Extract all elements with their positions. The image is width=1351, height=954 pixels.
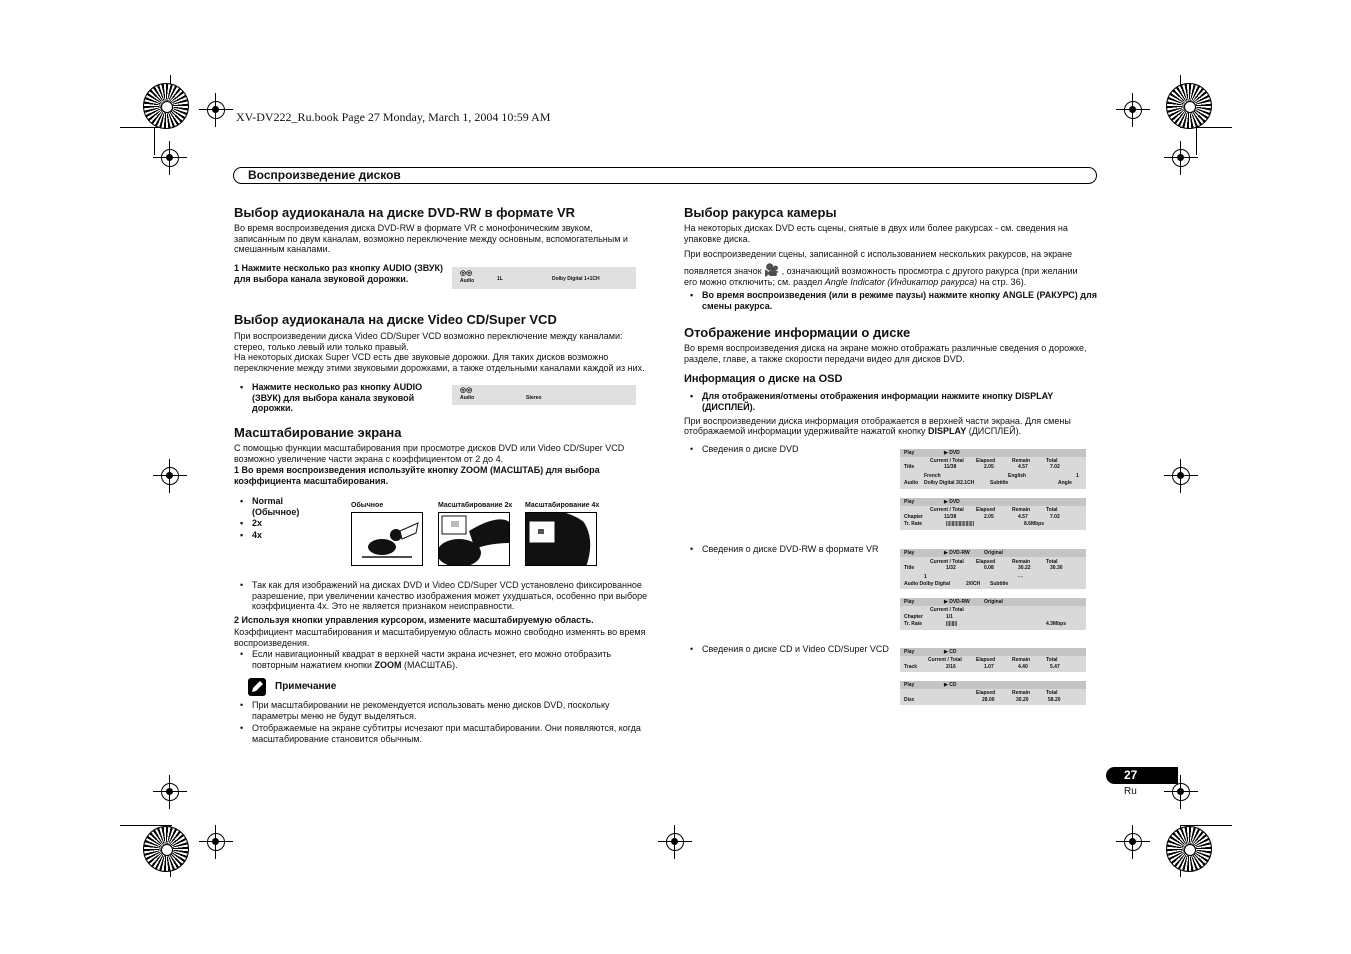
osd-header: Elapsed xyxy=(976,507,996,513)
osd-mode: Original xyxy=(984,599,1003,605)
text: (МАСШТАБ). xyxy=(401,659,458,670)
registration-mark-icon xyxy=(161,783,179,801)
osd-rate-value: 4.3Mbps xyxy=(1046,621,1067,627)
osd-disc: ▶ DVD-RW xyxy=(944,599,970,605)
osd-header: Current / Total xyxy=(930,559,964,565)
osd-dvd-chapter xyxy=(900,498,1086,530)
info-item-dvdrw: • Сведения о диске DVD-RW в формате VR xyxy=(684,544,879,555)
osd-rate-label: Tr. Rate xyxy=(904,521,923,527)
registration-wheel-icon xyxy=(1166,826,1212,872)
note-item: • Отображаемые на экране субтитры исчезают при масштабировании. Они появляются, когда масштабирование становится обычным. xyxy=(234,723,672,744)
step-2: 2 Используя кнопки управления курсором, измените масштабируемую область. xyxy=(234,615,594,625)
osd-row-label: Chapter xyxy=(904,514,923,520)
step-1: 1 Нажмите несколько раз кнопку AUDIO (ЗВУК) для выбора канала звуковой дорожки. xyxy=(234,263,443,284)
paragraph xyxy=(684,265,1104,277)
registration-wheel-icon xyxy=(143,826,189,872)
text: (ДИСПЛЕЙ). xyxy=(966,426,1022,436)
osd-header: Remain xyxy=(1012,458,1031,464)
osd-rate-label: Tr. Rate xyxy=(904,621,923,627)
registration-mark-icon xyxy=(1172,149,1190,167)
osd-header: Remain xyxy=(1012,507,1031,513)
osd-header: Remain xyxy=(1012,690,1031,696)
registration-wheel-icon xyxy=(143,83,189,129)
osd-disc: ▶ CD xyxy=(944,649,957,655)
page-number-badge xyxy=(1106,767,1178,784)
osd-cd-disc xyxy=(900,681,1086,705)
osd-value: 58.20 xyxy=(1048,697,1061,703)
osd-rate-bars: |||||||||||||||||||| xyxy=(946,521,974,527)
osd-play: Play xyxy=(904,499,915,505)
heading-dvdrw-audio: Выбор аудиоканала на диске DVD-RW в формате VR xyxy=(234,205,576,220)
osd-value: 30.20 xyxy=(1016,697,1029,703)
osd-value: 2.05 xyxy=(984,514,994,520)
osd-subtitle-label: Subtitle xyxy=(990,581,1009,587)
paragraph: При воспроизведении сцены, записанной с использованием нескольких ракурсов, на экране xyxy=(684,249,1073,259)
osd-disc: ▶ DVD xyxy=(944,499,960,505)
osd-value: 30.30 xyxy=(1050,565,1063,571)
osd-audio-track: 1 xyxy=(924,574,927,580)
osd-header: Elapsed xyxy=(976,458,996,464)
text: на стр. 36). xyxy=(977,277,1027,287)
osd-audio-format: 2/0CH xyxy=(966,581,981,587)
osd-header: Elapsed xyxy=(976,559,996,565)
osd-header: Total xyxy=(1046,458,1058,464)
audio-icon: ◎◎ xyxy=(460,270,473,277)
note-pencil-icon xyxy=(248,678,266,696)
osd-value: 4.57 xyxy=(1018,464,1028,470)
bullet-note: • Так как для изображений на дисках DVD и Video CD/Super VCD установлено фиксированное разрешение, при увеличении качество изображения может ухудшаться, особенно при выборе коэффициента 4x. Это не является признаком неисправности. xyxy=(234,580,672,612)
registration-mark-icon xyxy=(1172,467,1190,485)
registration-mark-icon xyxy=(207,101,225,119)
osd-value: 7.02 xyxy=(1050,464,1060,470)
text: отображаемой информации удерживайте нажатой кнопку xyxy=(684,426,929,436)
paragraph: На некоторых дисках DVD есть сцены, снятые в двух или более ракурсах - см. сведения на упаковке диска. xyxy=(684,223,1068,244)
heading-vcd-audio: Выбор аудиоканала на диске Video CD/Super VCD xyxy=(234,312,557,327)
paragraph: При воспроизведении диска Video CD/Super VCD возможно переключение между каналами: стерео, только левый или только правый. xyxy=(234,331,623,352)
osd-disc: ▶ CD xyxy=(944,682,957,688)
crop-mark xyxy=(1196,127,1197,155)
registration-mark-icon xyxy=(1172,783,1190,801)
osd-value: 1/32 xyxy=(946,565,956,571)
section-title: Воспроизведение дисков xyxy=(248,168,401,182)
step-bullet: • Нажмите несколько раз кнопку AUDIO (ЗВУК) для выбора канала звуковой дорожки. xyxy=(234,382,452,414)
osd-header: Total xyxy=(1046,657,1058,663)
osd-row-label: Title xyxy=(904,464,915,470)
osd-rate-value: 8.6Mbps xyxy=(1024,521,1045,527)
osd-disc: ▶ DVD-RW xyxy=(944,550,970,556)
section-header-bar xyxy=(233,167,1097,184)
audio-label: Audio xyxy=(460,395,475,401)
osd-row-label: Track xyxy=(904,664,918,670)
registration-wheel-icon xyxy=(1166,83,1212,129)
osd-header: Current / Total xyxy=(930,607,964,613)
heading-angle: Выбор ракурса камеры xyxy=(684,205,837,220)
osd-dvd-title xyxy=(900,449,1086,489)
osd-play: Play xyxy=(904,682,915,688)
audio-icon: ◎◎ xyxy=(460,387,473,394)
paragraph: Во время воспроизведения диска на экране можно отображать различные сведения о дорожке, разделе, главе, а также скорости передачи видео для дисков DVD. xyxy=(684,343,1087,364)
display-key: DISPLAY xyxy=(928,426,967,436)
osd-angle-label: Angle xyxy=(1058,480,1072,486)
text: Если навигационный квадрат в верхней части экрана исчезнет, его можно отобразить повторным нажатием кнопки xyxy=(252,649,612,670)
osd-play: Play xyxy=(904,550,915,556)
osd-subtitle-lang: English xyxy=(1008,473,1027,479)
osd-audio-label: Audio xyxy=(904,480,919,486)
audio-osd-box xyxy=(452,385,636,405)
osd-value: 4.40 xyxy=(1018,664,1028,670)
book-file-line: XV-DV222_Ru.book Page 27 Monday, March 1, 2004 10:59 AM xyxy=(236,110,551,124)
osd-header: Elapsed xyxy=(976,690,996,696)
osd-header: Current / Total xyxy=(930,507,964,513)
paragraph: Во время воспроизведения диска DVD-RW в формате VR с монофоническим звуком, записанным по двум каналам, возможно переключение между основным, вспомогательным и смешанным каналами. xyxy=(234,223,628,254)
audio-value: 1L xyxy=(497,276,503,282)
paragraph: С помощью функции масштабирования при просмотре дисков DVD или Video CD/Super VCD возможно увеличение части экрана с коэффициентом от 2 до 4. xyxy=(234,443,625,464)
crop-mark xyxy=(154,127,155,155)
audio-osd-box xyxy=(452,267,636,289)
osd-value: 7.02 xyxy=(1050,514,1060,520)
osd-value: 1/1 xyxy=(946,614,953,620)
osd-header: Current / Total xyxy=(930,458,964,464)
osd-cd-track xyxy=(900,648,1086,672)
osd-dvdrw-title xyxy=(900,549,1086,589)
registration-mark-icon xyxy=(207,833,225,851)
step-1: 1 Во время воспроизведения используйте кнопку ZOOM (МАСШТАБ) для выбора коэффициента масштабирования. xyxy=(234,465,600,486)
osd-mode: Original xyxy=(984,550,1003,556)
osd-row-label: Title xyxy=(904,565,915,571)
paragraph: На некоторых дисках Super VCD есть две звуковые дорожки. Для таких дисков возможно переключение между этими звуковыми дорожками, а также отдельными каналами каждой из них. xyxy=(234,352,645,373)
osd-subtitle-value: - - xyxy=(1018,574,1023,580)
paragraph: Коэффициент масштабирования и масштабируемую область можно свободно изменять во время воспроизведения. xyxy=(234,627,646,648)
osd-row-label: Chapter xyxy=(904,614,923,620)
registration-mark-icon xyxy=(666,833,684,851)
heading-disc-info: Отображение информации о диске xyxy=(684,325,911,340)
osd-value: 30.22 xyxy=(1018,565,1031,571)
zoom-option-normal: • Normal (Обычное) xyxy=(234,496,322,517)
registration-mark-icon xyxy=(1124,833,1142,851)
zoom-label-normal: Обычное xyxy=(351,502,384,509)
text: его можно отключить; см. раздел xyxy=(684,277,825,287)
osd-play: Play xyxy=(904,599,915,605)
text: появляется значок xyxy=(684,266,762,276)
osd-angle-value: 1 xyxy=(1076,473,1079,479)
osd-header: Remain xyxy=(1012,559,1031,565)
osd-value: 11/38 xyxy=(944,514,957,520)
osd-value: 28.00 xyxy=(982,697,995,703)
osd-value: 1.07 xyxy=(984,664,994,670)
bullet-note xyxy=(234,649,652,670)
osd-dvdrw-chapter xyxy=(900,598,1086,630)
registration-mark-icon xyxy=(1124,101,1142,119)
osd-value: 5.47 xyxy=(1050,664,1060,670)
zoom-label-4x: Масштабирование 4x xyxy=(525,502,600,509)
zoom-option-4x: • 4x xyxy=(234,530,262,541)
zoom-option-2x: • 2x xyxy=(234,518,262,529)
osd-audio-lang: French xyxy=(924,473,941,479)
zoom-label-2x: Масштабирование 2x xyxy=(438,502,513,509)
audio-value: Stereo xyxy=(526,395,542,401)
angle-indicator-ref: Angle Indicator (Индикатор ракурса) xyxy=(824,277,978,287)
osd-header: Total xyxy=(1046,507,1058,513)
osd-audio-format: Dolby Digital 3/2.1CH xyxy=(924,480,975,486)
osd-value: 4.57 xyxy=(1018,514,1028,520)
osd-audio-label: Audio Dolby Digital xyxy=(904,581,951,587)
osd-header: Total xyxy=(1046,690,1058,696)
osd-value: 2/16 xyxy=(946,664,956,670)
osd-disc: ▶ DVD xyxy=(944,450,960,456)
osd-subtitle-label: Subtitle xyxy=(990,480,1009,486)
camera-angle-icon: 🎥 xyxy=(764,263,780,277)
paragraph xyxy=(684,277,1104,288)
osd-row-label: Disc xyxy=(904,697,915,703)
note-item: • При масштабировании не рекомендуется использовать меню дисков DVD, поскольку параметры меню не будут выделяться. xyxy=(234,700,652,721)
paragraph xyxy=(684,426,1099,437)
note-title: Примечание xyxy=(275,681,337,692)
toucan-image-normal xyxy=(351,512,423,566)
osd-header: Elapsed xyxy=(976,657,996,663)
audio-format: Dolby Digital 1+1CH xyxy=(552,276,600,282)
osd-header: Current / Total xyxy=(928,657,962,663)
osd-value: 0.08 xyxy=(984,565,994,571)
step-bullet: • Во время воспроизведения (или в режиме паузы) нажмите кнопку ANGLE (РАКУРС) для смены ракурса. xyxy=(684,290,1102,311)
info-item-cd: • Сведения о диске CD и Video CD/Super VCD xyxy=(684,644,889,655)
info-item-dvd: • Сведения о диске DVD xyxy=(684,444,798,455)
heading-osd: Информация о диске на OSD xyxy=(684,373,843,385)
registration-mark-icon xyxy=(161,149,179,167)
page-number: 27 xyxy=(1124,768,1138,782)
toucan-image-4x xyxy=(525,512,597,566)
toucan-image-2x xyxy=(438,512,510,566)
osd-rate-bars: |||||||| xyxy=(946,621,958,627)
osd-header: Total xyxy=(1046,559,1058,565)
text: , означающий возможность просмотра с другого ракурса (при желании xyxy=(781,266,1078,276)
registration-mark-icon xyxy=(161,467,179,485)
osd-value: 11/38 xyxy=(944,464,957,470)
audio-label: Audio xyxy=(460,278,475,284)
osd-play: Play xyxy=(904,649,915,655)
heading-zoom: Масштабирование экрана xyxy=(234,425,402,440)
osd-play: Play xyxy=(904,450,915,456)
zoom-key: ZOOM xyxy=(374,659,402,670)
language-code: Ru xyxy=(1124,786,1137,797)
osd-value: 2.05 xyxy=(984,464,994,470)
osd-header: Remain xyxy=(1012,657,1031,663)
step-bullet: • Для отображения/отмены отображения информации нажмите кнопку DISPLAY (ДИСПЛЕЙ). xyxy=(684,391,1087,412)
paragraph: При воспроизведении диска информация отображается в верхней части экрана. Для смены xyxy=(684,416,1071,426)
